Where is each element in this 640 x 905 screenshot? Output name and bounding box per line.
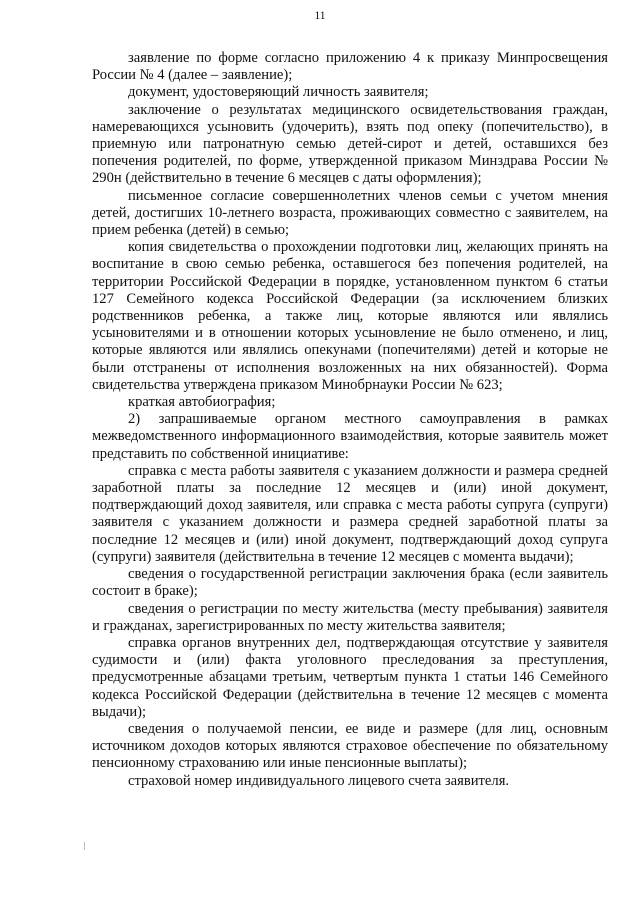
document-body [92, 50, 608, 790]
paragraph-residence-registration: сведения о регистрации по месту жительства (месту пребывания) заявителя и гражданах, зарегистрированных по месту жительства заявителя; [92, 600, 608, 634]
paragraph-interagency-requests: 2) запрашиваемые органом местного самоуправления в рамках межведомственного информационного взаимодействия, которые заявитель может представить по собственной инициативе: [92, 411, 608, 462]
paragraph-insurance-number: страховой номер индивидуального лицевого счета заявителя. [128, 772, 510, 789]
paragraph-family-consent: письменное согласие совершеннолетних членов семьи с учетом мнения детей, достигших 10-летнего возраста, проживающих совместно с заявителем, на прием ребенка (детей) в семью; [92, 187, 608, 239]
paragraph-training-certificate: копия свидетельства о прохождении подготовки лиц, желающих принять на воспитание в свою семью ребенка, оставшегося без попечения родителей, на территории Российской Федерации в порядке, установленном пунктом 6 статьи 127 Семейного кодекса Российской Федерации (за исключением близких родственников ребенка, а также лиц, которые являются или являлись усыновителями и в отношении которых усыновление не было отменено, и лиц, которые являются или являлись опекунами (попечителями) детей и которые не были отстранены от исполнения возложенных на них обязанностей). Форма свидетельства утверждена приказом Минобрнауки России № 623; [92, 239, 608, 393]
paragraph-criminal-record: справка органов внутренних дел, подтверждающая отсутствие у заявителя судимости и (или) факта уголовного преследования за преступления, предусмотренные абзацами третьим, четвертым пункта 1 статьи 146 Семейного кодекса Российской Федерации (действительна в течение 12 месяцев с момента выдачи); [92, 634, 608, 720]
paragraph-income-certificate: справка с места работы заявителя с указанием должности и размера средней заработной платы за последние 12 месяцев и (или) иной документ, подтверждающий доход заявителя, или справка с места работы супруга (супруги) заявителя с указанием должности и размера средней заработной платы за последние 12 месяцев и (или) иной документ, подтверждающий доход супруга (супруги) заявителя (действительна в течение 12 месяцев с момента выдачи); [92, 462, 608, 565]
paragraph-autobiography: краткая автобиография; [128, 394, 276, 411]
paragraph-application-form: заявление по форме согласно приложению 4 к приказу Минпросвещения России № 4 (далее – заявление); [92, 50, 608, 84]
scan-artifact-mark [84, 842, 85, 850]
page-number: 11 [314, 10, 326, 22]
paragraph-pension-info: сведения о получаемой пенсии, ее виде и размере (для лиц, основным источником доходов которых являются страховое обеспечение по обязательному пенсионному страхованию или иные пенсионные выплаты); [92, 720, 608, 772]
paragraph-identity-document: документ, удостоверяющий личность заявителя; [128, 84, 429, 101]
paragraph-marriage-registration: сведения о государственной регистрации заключения брака (если заявитель состоит в браке); [92, 566, 608, 600]
paragraph-medical-conclusion: заключение о результатах медицинского освидетельствования граждан, намеревающихся усыновить (удочерить), взять под опеку (попечительство), в приемную или патронатную семью детей-сирот и детей, оставшихся без попечения родителей, по форме, утвержденной приказом Минздрава России № 290н (действительно в течение 6 месяцев с даты оформления); [92, 101, 608, 187]
